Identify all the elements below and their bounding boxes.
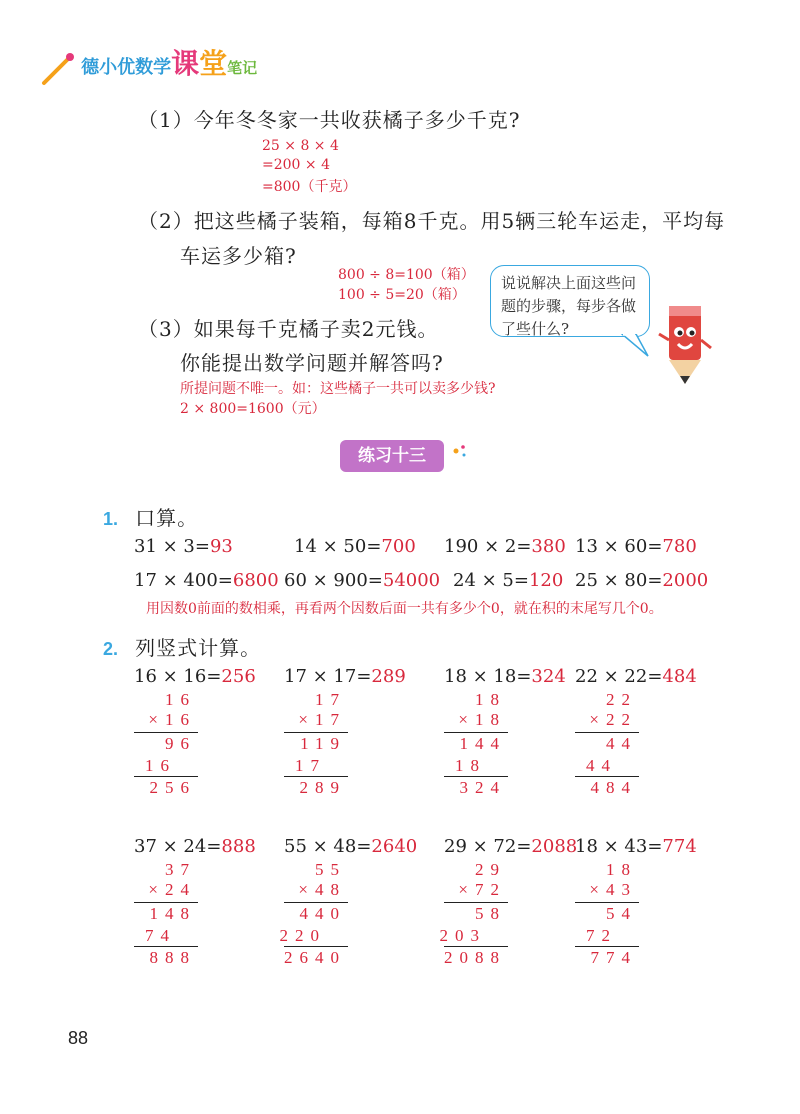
vertical-line: 888	[149, 948, 196, 967]
oral-item-7: 24 × 5=120	[453, 570, 564, 591]
oral-item-5: 17 × 400=6800	[134, 570, 279, 591]
vertical-line: 29	[475, 860, 506, 879]
oral-answer: 93	[209, 536, 233, 557]
question-2-line-2: 车运多少箱?	[180, 244, 297, 268]
page-number: 88	[68, 1028, 89, 1048]
vertical-line: 44	[586, 756, 617, 775]
question-1: （1）今年冬冬家一共收获橘子多少千克?	[138, 108, 521, 132]
oral-item-3: 190 × 2=380	[444, 536, 566, 557]
oral-answer: 380	[531, 536, 566, 557]
vertical-line: ×72	[458, 880, 506, 899]
vertical-rule	[575, 946, 639, 947]
vertical-line: ×18	[458, 710, 506, 729]
vertical-line: 37	[165, 860, 196, 879]
q1-answer-line-1: 25 × 8 × 4	[262, 138, 339, 154]
oral-answer: 780	[662, 536, 697, 557]
q2-answer-line-2: 100 ÷ 5=20（箱）	[338, 287, 466, 303]
vertical-answer: 2088	[531, 836, 578, 857]
brand-ke: 课	[171, 47, 200, 80]
vertical-line: ×16	[148, 710, 196, 729]
exercise-2-heading	[103, 632, 261, 661]
vertical-problem: 29 × 72=2088	[444, 836, 578, 857]
vertical-answer: 2640	[371, 836, 418, 857]
vertical-rule	[284, 902, 348, 903]
vertical-problem: 55 × 48=2640	[284, 836, 418, 857]
vertical-answer: 324	[531, 666, 566, 687]
vertical-line: 58	[475, 904, 506, 923]
oral-item-6: 60 × 900=54000	[284, 570, 441, 591]
question-3-line-2: 你能提出数学问题并解答吗?	[180, 351, 444, 375]
vertical-rule	[284, 946, 348, 947]
vertical-rule	[575, 902, 639, 903]
vertical-problem: 17 × 17=289	[284, 666, 406, 687]
oral-answer: 2000	[662, 570, 709, 591]
vertical-line: 16	[145, 756, 176, 775]
vertical-line: 17	[295, 756, 326, 775]
q3-answer-line-1: 所提问题不唯一。如：这些橘子一共可以卖多少钱?	[180, 381, 496, 397]
vertical-rule	[444, 776, 508, 777]
vertical-line: 18	[606, 860, 637, 879]
paintbrush-icon	[40, 51, 76, 87]
vertical-line: 74	[145, 926, 176, 945]
pencil-mascot-icon	[655, 300, 715, 390]
vertical-line: ×48	[298, 880, 346, 899]
vertical-rule	[575, 776, 639, 777]
vertical-answer: 256	[221, 666, 256, 687]
vertical-line: 55	[315, 860, 346, 879]
vertical-rule	[444, 902, 508, 903]
question-2-line-1: （2）把这些橘子装箱，每箱8千克。用5辆三轮车运走，平均每	[138, 209, 726, 233]
oral-item-4: 13 × 60=780	[575, 536, 697, 557]
oral-item-1: 31 × 3=93	[134, 536, 233, 557]
oral-item-8: 25 × 80=2000	[575, 570, 709, 591]
q1-answer-line-3: =800（千克）	[262, 179, 357, 195]
vertical-answer: 888	[221, 836, 256, 857]
vertical-rule	[134, 776, 198, 777]
vertical-problem: 18 × 18=324	[444, 666, 566, 687]
vertical-line: 18	[455, 756, 486, 775]
vertical-line: 203	[439, 926, 486, 945]
oral-answer: 700	[381, 536, 416, 557]
vertical-line: 2088	[444, 948, 506, 967]
q3-answer-line-2: 2 × 800=1600（元）	[180, 401, 326, 417]
vertical-rule	[444, 732, 508, 733]
brand-title: 德小优数学	[81, 57, 172, 78]
vertical-line: 289	[299, 778, 346, 797]
exercise-badge: 练习十三	[340, 440, 444, 472]
vertical-line: ×22	[589, 710, 637, 729]
sparkle-icon	[450, 443, 470, 461]
vertical-problem: 22 × 22=484	[575, 666, 697, 687]
vertical-line: 774	[590, 948, 637, 967]
vertical-line: 17	[315, 690, 346, 709]
vertical-line: 324	[459, 778, 506, 797]
question-3-line-1: （3）如果每千克橘子卖2元钱。	[138, 317, 439, 341]
vertical-line: 119	[300, 734, 346, 753]
exercise-1-title: 口算。	[135, 506, 199, 530]
vertical-problem: 16 × 16=256	[134, 666, 256, 687]
q2-answer-line-1: 800 ÷ 8=100（箱）	[338, 267, 475, 283]
vertical-problem: 37 × 24=888	[134, 836, 256, 857]
vertical-answer: 774	[662, 836, 697, 857]
vertical-rule	[134, 902, 198, 903]
vertical-line: 484	[590, 778, 637, 797]
vertical-rule	[575, 732, 639, 733]
vertical-line: 96	[165, 734, 196, 753]
vertical-answer: 289	[371, 666, 406, 687]
speech-bubble: 说说解决上面这些问题的步骤，每步各做了些什么?	[490, 265, 650, 337]
vertical-line: 16	[165, 690, 196, 709]
exercise-2-title: 列竖式计算。	[135, 636, 262, 660]
oral-answer: 54000	[382, 570, 441, 591]
brand-biji: 笔记	[227, 59, 258, 77]
exercise-2-number: 2.	[103, 639, 119, 659]
q1-answer-line-2: =200 × 4	[262, 157, 330, 173]
vertical-rule	[444, 946, 508, 947]
vertical-line: ×43	[589, 880, 637, 899]
vertical-line: 22	[606, 690, 637, 709]
vertical-rule	[284, 776, 348, 777]
vertical-line: 18	[475, 690, 506, 709]
vertical-line: 44	[606, 734, 637, 753]
exercise-1-number: 1.	[103, 509, 119, 529]
vertical-rule	[134, 946, 198, 947]
vertical-rule	[284, 732, 348, 733]
vertical-line: 220	[279, 926, 326, 945]
oral-item-2: 14 × 50=700	[294, 536, 416, 557]
exercise-1-note: 用因数0前面的数相乘，再看两个因数后面一共有多少个0，就在积的末尾写几个0。	[146, 601, 663, 617]
bubble-tail-icon	[620, 334, 650, 358]
exercise-1-heading	[103, 502, 198, 531]
oral-answer: 6800	[232, 570, 279, 591]
header-logo	[40, 42, 257, 87]
brand-tang: 堂	[199, 47, 228, 80]
vertical-line: 2640	[284, 948, 346, 967]
vertical-rule	[134, 732, 198, 733]
vertical-line: 72	[586, 926, 617, 945]
vertical-answer: 484	[662, 666, 697, 687]
vertical-line: ×17	[298, 710, 346, 729]
vertical-line: 54	[606, 904, 637, 923]
vertical-problem: 18 × 43=774	[575, 836, 697, 857]
vertical-line: 148	[149, 904, 196, 923]
oral-answer: 120	[528, 570, 564, 591]
vertical-line: ×24	[148, 880, 196, 899]
vertical-line: 144	[459, 734, 506, 753]
vertical-line: 440	[299, 904, 346, 923]
vertical-line: 256	[149, 778, 196, 797]
